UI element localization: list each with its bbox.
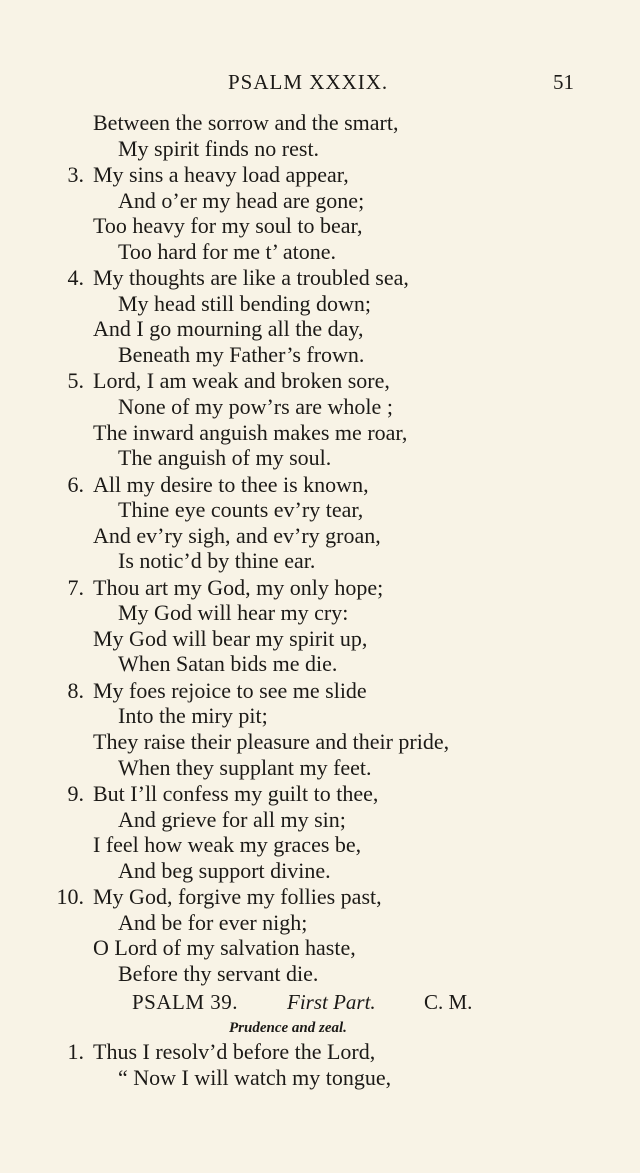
psalm-subtitle-text: Prudence and zeal.	[229, 1020, 347, 1037]
verse-line-text: My foes rejoice to see me slide	[93, 677, 367, 703]
verse-line-text: When they supplant my feet.	[118, 754, 372, 780]
verse-line-text: Lord, I am weak and broken sore,	[93, 368, 390, 394]
verse-line	[0, 162, 640, 188]
verse-line	[0, 265, 640, 291]
verse-line-text: But I’ll confess my guilt to thee,	[93, 781, 379, 807]
verse-line-text: Too heavy for my soul to bear,	[93, 213, 363, 239]
verse-line	[0, 291, 640, 317]
verse-line	[0, 110, 640, 136]
stanza-number: 5.	[67, 368, 84, 394]
verse-line	[0, 239, 640, 265]
verse-line	[0, 1065, 640, 1091]
stanza-number: 10.	[56, 884, 84, 910]
stanza-number: 4.	[67, 265, 84, 291]
verse-line	[0, 342, 640, 368]
verse-line-text: My head still bending down;	[118, 290, 371, 316]
verse-line	[0, 703, 640, 729]
verse-line	[0, 626, 640, 652]
verse-line	[0, 213, 640, 239]
page-header	[0, 70, 640, 98]
verse-line	[0, 420, 640, 446]
verse-line	[0, 832, 640, 858]
verse-line	[0, 781, 640, 807]
verse-line	[0, 394, 640, 420]
verse-line-text: “ Now I will watch my tongue,	[118, 1064, 392, 1090]
verse-line	[0, 678, 640, 704]
verse-line-text: And grieve for all my sin;	[118, 806, 346, 832]
verse-line	[0, 600, 640, 626]
verse-line	[0, 910, 640, 936]
verse-line-text: Between the sorrow and the smart,	[93, 110, 399, 135]
verse-line	[0, 961, 640, 987]
verse-line-text: When Satan bids me die.	[118, 651, 338, 677]
psalm-heading-part: First Part.	[287, 990, 376, 1015]
page-number: 51	[553, 70, 574, 94]
verse-line	[0, 858, 640, 884]
verse-line	[0, 445, 640, 471]
verse-line	[0, 136, 640, 162]
verse-line	[0, 497, 640, 523]
verse-line-text: Is notic’d by thine ear.	[118, 548, 316, 574]
verse-line-text: My sins a heavy load appear,	[93, 161, 349, 187]
running-title: PSALM XXXIX.	[228, 70, 389, 94]
stanza-number: 3.	[67, 161, 84, 187]
stanza-number: 9.	[67, 781, 84, 807]
hymn-text	[0, 110, 640, 1091]
stanza-number: 7.	[67, 574, 84, 600]
verse-line	[0, 651, 640, 677]
verse-line-text: Thus I resolv’d before the Lord,	[93, 1039, 376, 1065]
verse-line-text: Before thy servant die.	[118, 960, 319, 986]
verse-line-text: The inward anguish makes me roar,	[93, 419, 408, 445]
verse-line	[0, 368, 640, 394]
verse-line	[0, 188, 640, 214]
verse-line-text: And be for ever nigh;	[118, 909, 308, 935]
stanza-number: 6.	[67, 471, 84, 497]
verse-line-text: Into the miry pit;	[118, 703, 268, 729]
verse-line-text: Too hard for me t’ atone.	[118, 238, 336, 264]
verse-line-text: Thou art my God, my only hope;	[93, 574, 384, 600]
verse-line-text: Thine eye counts ev’ry tear,	[118, 497, 364, 523]
verse-line	[0, 935, 640, 961]
verse-line	[0, 884, 640, 910]
verse-line-text: I feel how weak my graces be,	[93, 832, 362, 858]
verse-line-text: O Lord of my salvation haste,	[93, 935, 356, 961]
verse-line	[0, 548, 640, 574]
verse-line	[0, 575, 640, 601]
verse-line	[0, 472, 640, 498]
verse-line	[0, 316, 640, 342]
verse-line-text: They raise their pleasure and their pride,	[93, 729, 450, 755]
verse-line	[0, 523, 640, 549]
verse-line-text: My God, forgive my follies past,	[93, 884, 382, 910]
verse-line-text: Beneath my Father’s frown.	[118, 341, 365, 367]
verse-line-text: And o’er my head are gone;	[118, 187, 365, 213]
stanza-number: 1.	[67, 1039, 84, 1065]
verse-line-text: All my desire to thee is known,	[93, 471, 369, 497]
psalm-heading	[0, 987, 640, 1017]
verse-line-text: The anguish of my soul.	[118, 445, 332, 471]
verse-line-text: And beg support divine.	[118, 857, 331, 883]
verse-line-text: My thoughts are like a troubled sea,	[93, 265, 409, 291]
stanza-number: 8.	[67, 677, 84, 703]
verse-line-text: My God will hear my cry:	[118, 600, 349, 626]
psalm-heading-meter: C. M.	[424, 990, 473, 1015]
psalm-subtitle	[0, 1017, 640, 1039]
verse-line	[0, 1039, 640, 1065]
verse-line-text: My spirit finds no rest.	[118, 135, 320, 161]
verse-line	[0, 807, 640, 833]
verse-line-text: My God will bear my spirit up,	[93, 625, 368, 651]
verse-line-text: And ev’ry sigh, and ev’ry groan,	[93, 522, 381, 548]
verse-line	[0, 729, 640, 755]
verse-line-text: None of my pow’rs are whole ;	[118, 393, 393, 419]
verse-line-text: And I go mourning all the day,	[93, 316, 364, 342]
verse-line	[0, 755, 640, 781]
psalm-heading-title: PSALM 39.	[132, 990, 239, 1015]
